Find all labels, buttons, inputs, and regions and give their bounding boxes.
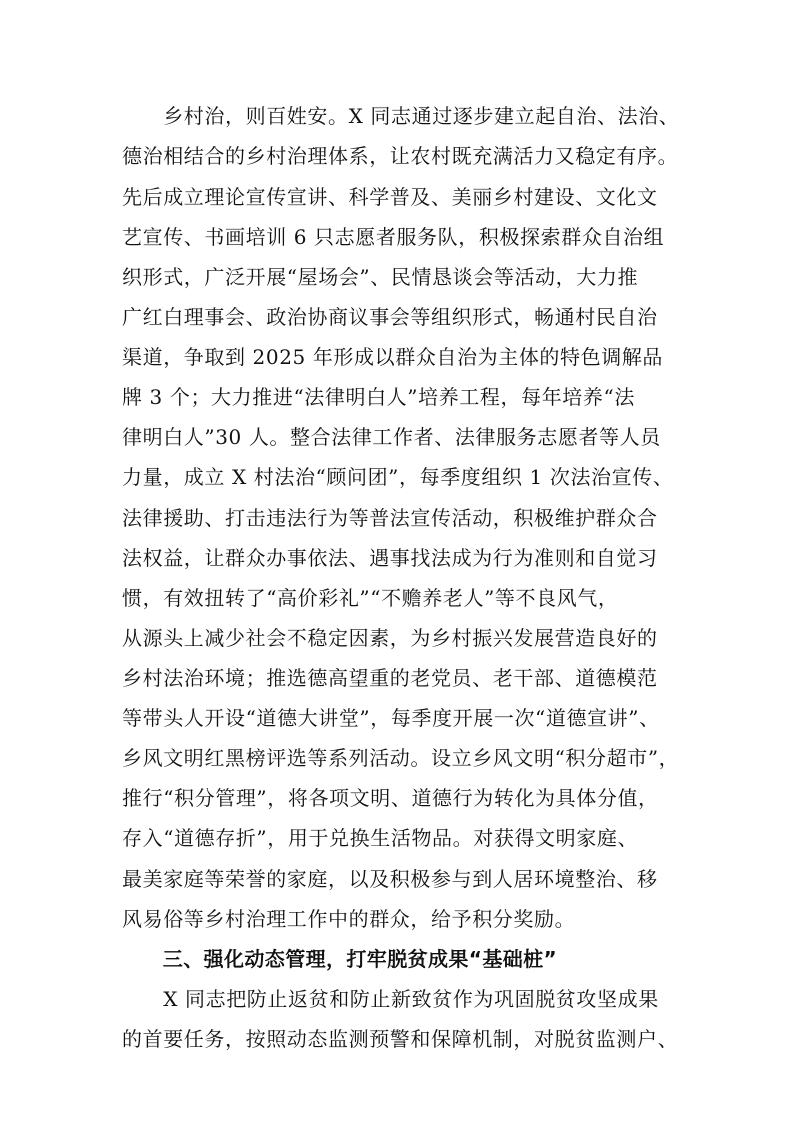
paragraph-line: 乡村治，则百姓安。X 同志通过逐步建立起自治、法治、: [122, 104, 680, 128]
paragraph-line: 乡村法治环境；推选德高望重的老党员、老干部、道德模范: [122, 666, 658, 690]
paragraph-line: 先后成立理论宣传宣讲、科学普及、美丽乡村建设、文化文: [122, 185, 658, 209]
paragraph-line: 法权益，让群众办事依法、遇事找法成为行为准则和自觉习: [122, 546, 658, 570]
paragraph-line: 力量，成立 X 村法治“顾问团”，每季度组织 1 次法治宣传、: [122, 465, 674, 489]
paragraph-line: 从源头上减少社会不稳定因素，为乡村振兴发展营造良好的: [122, 626, 658, 650]
paragraph-line: 德治相结合的乡村治理体系，让农村既充满活力又稳定有序。: [122, 144, 679, 168]
paragraph-line: 最美家庭等荣誉的家庭，以及积极参与到人居环境整治、移: [122, 867, 658, 891]
paragraph-line: 的首要任务，按照动态监测预警和保障机制，对脱贫监测户、: [122, 1027, 679, 1051]
paragraph-line: 律明白人”30 人。整合法律工作者、法律服务志愿者等人员: [122, 425, 661, 449]
paragraph-line: 惯，有效扭转了“高价彩礼”“不赡养老人”等不良风气，: [122, 586, 619, 610]
paragraph-line: X 同志把防止返贫和防止新致贫作为巩固脱贫攻坚成果: [122, 987, 659, 1011]
paragraph-line: 乡风文明红黑榜评选等系列活动。设立乡风文明“积分超市”，: [122, 746, 680, 770]
paragraph-line: 渠道，争取到 2025 年形成以群众自治为主体的特色调解品: [122, 345, 664, 369]
paragraph-line: 推行“积分管理”，将各项文明、道德行为转化为具体分值，: [122, 786, 659, 810]
paragraph-line: 存入“道德存折”，用于兑换生活物品。对获得文明家庭、: [122, 826, 639, 850]
paragraph-line: 法律援助、打击违法行为等普法宣传活动，积极维护群众合: [122, 506, 658, 530]
paragraph-line: 织形式，广泛开展“屋场会”、民情恳谈会等活动，大力推: [122, 265, 639, 289]
paragraph-line: 广红白理事会、政治协商议事会等组织形式，畅通村民自治: [122, 305, 658, 329]
paragraph-line: 等带头人开设“道德大讲堂”，每季度开展一次“道德宣讲”、: [122, 706, 660, 730]
paragraph-line: 艺宣传、书画培训 6 只志愿者服务队，积极探索群众自治组: [122, 225, 665, 249]
section-heading: 三、强化动态管理，打牢脱贫成果“基础桩”: [122, 947, 558, 971]
paragraph-line: 牌 3 个；大力推进“法律明白人”培养工程，每年培养“法: [122, 385, 635, 409]
paragraph-line: 风易俗等乡村治理工作中的群众，给予积分奖励。: [122, 907, 576, 931]
